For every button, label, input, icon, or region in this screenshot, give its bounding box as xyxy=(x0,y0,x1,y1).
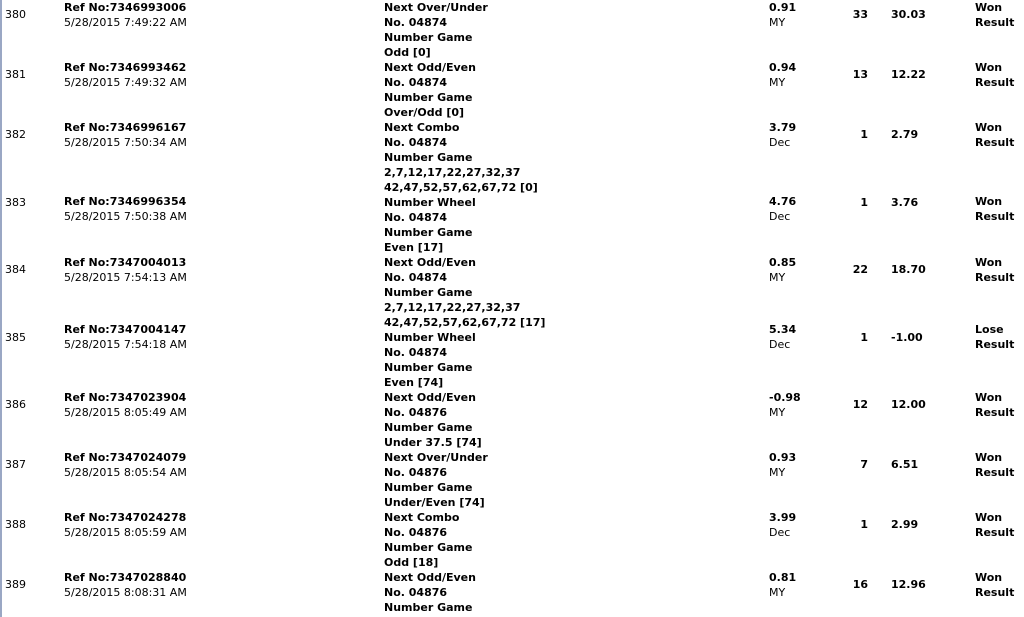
bet-ref: Ref No:7346996167 5/28/2015 7:50:34 AM xyxy=(64,121,187,149)
odds: 0.91 MY xyxy=(769,1,797,29)
bet-selection: Next Combo No. 04874 Number Game 2,7,12,17,22,27,32,37 42,47,52,57,62,67,72 [0] xyxy=(384,121,538,194)
win-loss: 2.79 xyxy=(891,128,919,141)
row-number: 380 xyxy=(5,8,26,21)
odds: 0.94 MY xyxy=(769,61,797,89)
odds: 0.85 MY xyxy=(769,256,797,284)
status: Won Result xyxy=(975,571,1015,599)
bet-ref: Ref No:7346993006 5/28/2015 7:49:22 AM xyxy=(64,1,187,29)
bet-selection: Next Odd/Even No. 04874 Number Game Over/Odd [0] xyxy=(384,61,476,119)
result-link[interactable]: Result xyxy=(975,210,1015,223)
table-row xyxy=(2,255,1024,330)
win-loss: 3.76 xyxy=(891,196,919,209)
bet-ref: Ref No:7346993462 5/28/2015 7:49:32 AM xyxy=(64,61,187,89)
row-number: 388 xyxy=(5,518,26,531)
status: Won Result xyxy=(975,121,1015,149)
table-row xyxy=(2,390,1024,450)
odds: 3.79 Dec xyxy=(769,121,797,149)
table-row xyxy=(2,570,1024,617)
bet-selection: Next Odd/Even No. 04876 Number Game Under 37.5 [74] xyxy=(384,391,482,449)
status: Won Result xyxy=(975,1,1015,29)
win-loss: 30.03 xyxy=(891,8,926,21)
stake: 1 xyxy=(860,128,868,141)
stake: 33 xyxy=(852,8,868,21)
bet-selection: Next Odd/Even No. 04876 Number Game xyxy=(384,571,476,614)
stake: 1 xyxy=(860,196,868,209)
result-link[interactable]: Result xyxy=(975,136,1015,149)
result-link[interactable]: Result xyxy=(975,271,1015,284)
win-loss: 12.22 xyxy=(891,68,926,81)
table-row xyxy=(2,120,1024,195)
table-row xyxy=(2,195,1024,255)
win-loss: 12.00 xyxy=(891,398,926,411)
win-loss: 18.70 xyxy=(891,263,926,276)
win-loss: 2.99 xyxy=(891,518,919,531)
row-number: 387 xyxy=(5,458,26,471)
bet-ref: Ref No:7347028840 5/28/2015 8:08:31 AM xyxy=(64,571,187,599)
bet-selection: Number Wheel No. 04874 Number Game Even [74] xyxy=(384,331,476,389)
result-link[interactable]: Result xyxy=(975,338,1015,351)
stake: 7 xyxy=(860,458,868,471)
stake: 22 xyxy=(852,263,868,276)
bet-ref: Ref No:7347023904 5/28/2015 8:05:49 AM xyxy=(64,391,187,419)
odds: -0.98 MY xyxy=(769,391,801,419)
status: Lose Result xyxy=(975,323,1015,351)
row-number: 385 xyxy=(5,331,26,344)
row-number: 386 xyxy=(5,398,26,411)
odds: 0.93 MY xyxy=(769,451,797,479)
result-link[interactable]: Result xyxy=(975,586,1015,599)
table-row xyxy=(2,323,1024,390)
bet-ref: Ref No:7347024278 5/28/2015 8:05:59 AM xyxy=(64,511,187,539)
result-link[interactable]: Result xyxy=(975,466,1015,479)
result-link[interactable]: Result xyxy=(975,16,1015,29)
result-link[interactable]: Result xyxy=(975,526,1015,539)
row-number: 383 xyxy=(5,196,26,209)
stake: 16 xyxy=(852,578,868,591)
table-row xyxy=(2,450,1024,510)
bet-ref: Ref No:7347004147 5/28/2015 7:54:18 AM xyxy=(64,323,187,351)
bet-selection: Number Wheel No. 04874 Number Game Even [17] xyxy=(384,196,476,254)
status: Won Result xyxy=(975,391,1015,419)
row-number: 389 xyxy=(5,578,26,591)
win-loss: 6.51 xyxy=(891,458,919,471)
status: Won Result xyxy=(975,195,1015,223)
bet-ref: Ref No:7346996354 5/28/2015 7:50:38 AM xyxy=(64,195,187,223)
odds: 3.99 Dec xyxy=(769,511,797,539)
row-number: 384 xyxy=(5,263,26,276)
bet-selection: Next Over/Under No. 04874 Number Game Odd [0] xyxy=(384,1,488,59)
odds: 5.34 Dec xyxy=(769,323,797,351)
win-loss: -1.00 xyxy=(891,331,923,344)
status: Won Result xyxy=(975,61,1015,89)
status: Won Result xyxy=(975,256,1015,284)
win-loss: 12.96 xyxy=(891,578,926,591)
status: Won Result xyxy=(975,511,1015,539)
table-row xyxy=(2,510,1024,570)
stake: 12 xyxy=(852,398,868,411)
odds: 0.81 MY xyxy=(769,571,797,599)
bet-selection: Next Combo No. 04876 Number Game Odd [18] xyxy=(384,511,473,569)
odds: 4.76 Dec xyxy=(769,195,797,223)
table-row xyxy=(2,0,1024,60)
result-link[interactable]: Result xyxy=(975,406,1015,419)
stake: 1 xyxy=(860,331,868,344)
status: Won Result xyxy=(975,451,1015,479)
bet-ref: Ref No:7347004013 5/28/2015 7:54:13 AM xyxy=(64,256,187,284)
result-link[interactable]: Result xyxy=(975,76,1015,89)
bet-ref: Ref No:7347024079 5/28/2015 8:05:54 AM xyxy=(64,451,187,479)
stake: 13 xyxy=(852,68,868,81)
row-number: 382 xyxy=(5,128,26,141)
table-row xyxy=(2,60,1024,120)
bet-selection: Next Odd/Even No. 04874 Number Game 2,7,12,17,22,27,32,37 42,47,52,57,62,67,72 [17] xyxy=(384,256,546,329)
stake: 1 xyxy=(860,518,868,531)
bet-selection: Next Over/Under No. 04876 Number Game Under/Even [74] xyxy=(384,451,488,509)
row-number: 381 xyxy=(5,68,26,81)
